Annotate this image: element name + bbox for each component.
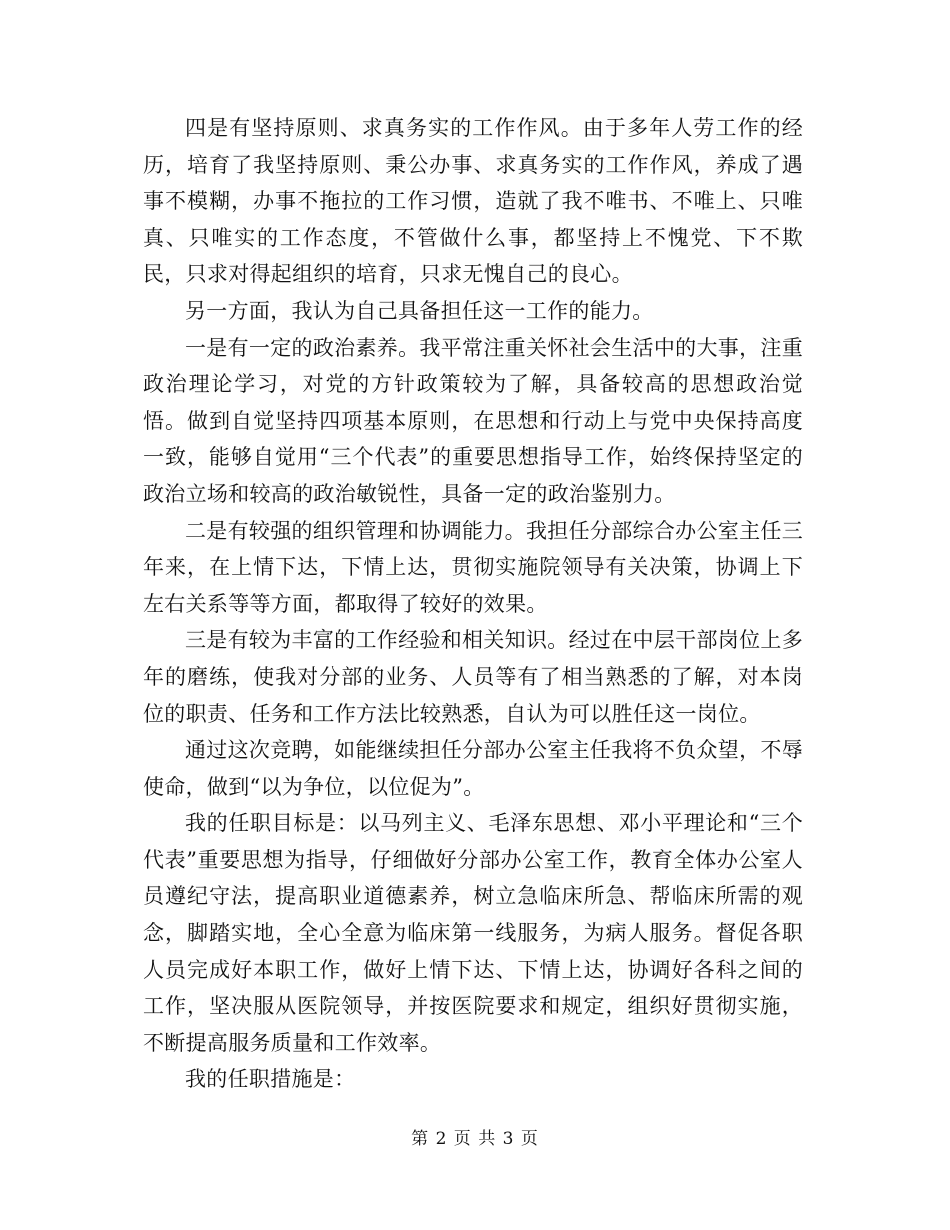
paragraph-measures: 我的任职措施是： bbox=[185, 1067, 356, 1092]
page-number-footer: 第 2 页 共 3 页 bbox=[411, 1129, 539, 1149]
paragraph-goals: 我的任职目标是：以马列主义、毛泽东思想、邓小平理论和“三个代表”重要思想为指导，仔细做好分部办公室工作，教育全体办公室人员遵纪守法，提高职业道德素养，树立急临床所急、帮临床所需的观念，脚踏实地，全心全意为临床第一线服务，为病人服务。督促各职人员完成好本职工作，做好上情下达、下情上达，协调好各科之间的工作，坚决服从医院领导，并按医院要求和规定，组织好贯彻实施，不断提高服务质量和工作效率。 bbox=[143, 811, 803, 1055]
paragraph-management-ability: 二是有较强的组织管理和协调能力。我担任分部综合办公室主任三年来，在上情下达，下情上达，贯彻实施院领导有关决策，协调上下左右关系等等方面，都取得了较好的效果。 bbox=[143, 518, 803, 616]
paragraph-political-quality: 一是有一定的政治素养。我平常注重关怀社会生活中的大事，注重政治理论学习，对党的方针政策较为了解，具备较高的思想政治觉悟。做到自觉坚持四项基本原则，在思想和行动上与党中央保持高度一致，能够自觉用“三个代表”的重要思想指导工作，始终保持坚定的政治立场和较高的政治敏锐性，具备一定的政治鉴别力。 bbox=[143, 335, 803, 506]
paragraph-ability-intro: 另一方面，我认为自己具备担任这一工作的能力。 bbox=[185, 298, 654, 323]
document-body bbox=[143, 110, 803, 1098]
paragraph-principles: 四是有坚持原则、求真务实的工作作风。由于多年人劳工作的经历，培育了我坚持原则、秉公办事、求真务实的工作作风，养成了遇事不模糊，办事不拖拉的工作习惯，造就了我不唯书、不唯上、只唯真、只唯实的工作态度，不管做什么事，都坚持上不愧党、下不欺民，只求对得起组织的培育，只求无愧自己的良心。 bbox=[143, 116, 803, 287]
paragraph-competition: 通过这次竞聘，如能继续担任分部办公室主任我将不负众望，不辱使命，做到“以为争位，以位促为”。 bbox=[143, 738, 803, 799]
paragraph-work-experience: 三是有较为丰富的工作经验和相关知识。经过在中层干部岗位上多年的磨练，使我对分部的业务、人员等有了相当熟悉的了解，对本岗位的职责、任务和工作方法比较熟悉，自认为可以胜任这一岗位。 bbox=[143, 628, 803, 726]
